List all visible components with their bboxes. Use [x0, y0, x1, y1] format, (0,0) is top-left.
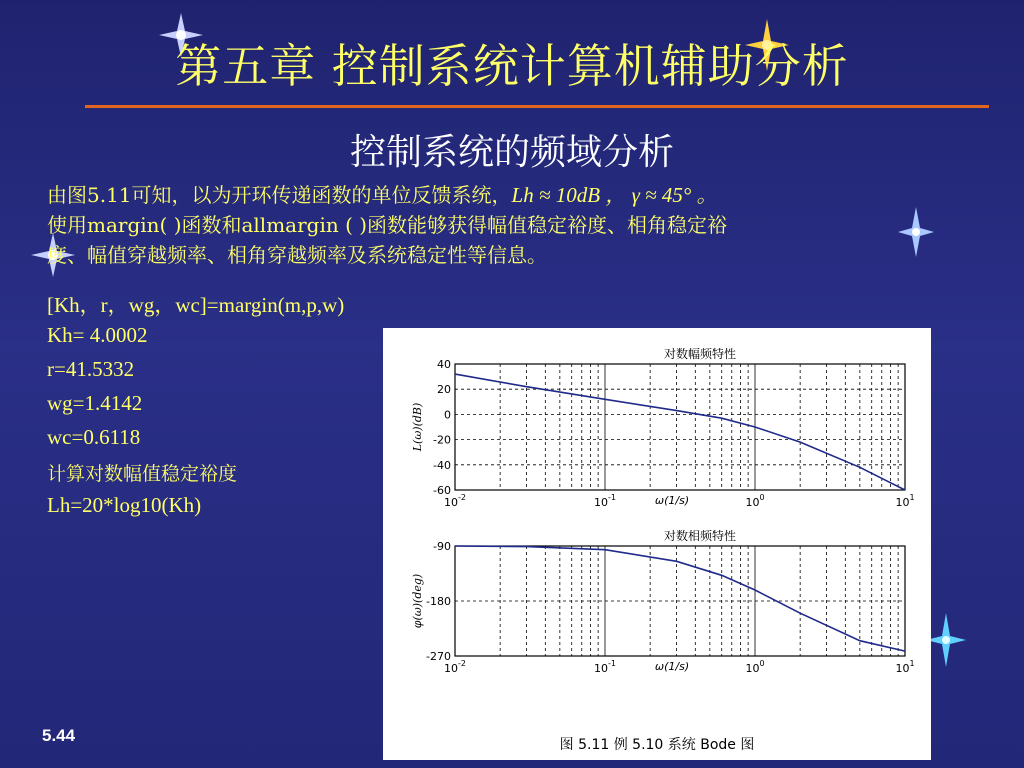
y-tick-label: -40: [433, 458, 451, 472]
result-lh: Lh=20*log10(Kh): [47, 493, 202, 517]
y-tick-label: -180: [426, 595, 451, 608]
slide-title: 第五章 控制系统计算机辅助分析: [175, 39, 849, 93]
response-curve: [455, 374, 905, 490]
body-paragraph: [47, 180, 967, 270]
x-tick-label: $10^{-2}$: [444, 659, 466, 675]
bode-figure: [383, 328, 931, 760]
result-wg: wg=1.4142: [47, 391, 143, 415]
y-tick-label: -90: [433, 540, 451, 553]
y-tick-label: 40: [437, 358, 451, 371]
y-tick-label: -60: [433, 484, 451, 497]
margin-formula: Lh ≈ 10dB ， γ ≈ 45° 。: [511, 183, 718, 207]
y-tick-label: -20: [433, 433, 451, 447]
result-kh: Kh= 4.0002: [47, 323, 148, 347]
paragraph-line-1: [47, 180, 967, 210]
x-tick-label: $10^{-1}$: [594, 493, 616, 509]
paragraph-text: 由图5.11可知，以为开环传递函数的单位反馈系统，: [47, 183, 512, 207]
matlab-command: [Kh，r，wg，wc]=margin(m,p,w): [47, 293, 345, 317]
x-tick-label: $10^1$: [895, 659, 915, 675]
y-axis-label: φ(ω)(deg): [411, 573, 424, 629]
slide-subtitle: 控制系统的频域分析: [349, 132, 674, 173]
plot-frame: [455, 364, 905, 490]
y-axis-label: L(ω)(dB): [411, 402, 424, 452]
y-tick-label: 0: [444, 408, 451, 422]
x-tick-label: $10^{-2}$: [444, 493, 466, 509]
page-number: 5.44: [42, 726, 76, 745]
bode-plot-svg: [383, 328, 931, 760]
paragraph-line-3: 度、幅值穿越频率、相角穿越频率及系统稳定性等信息。: [47, 243, 547, 267]
paragraph-line-2: 使用margin( )函数和allmargin ( )函数能够获得幅值稳定裕度、相角稳定裕: [47, 213, 728, 237]
y-tick-label: -270: [426, 650, 451, 663]
result-comment: 计算对数幅值稳定裕度: [47, 463, 238, 485]
y-tick-label: 20: [437, 383, 451, 397]
plot-title: 对数相频特性: [663, 529, 737, 543]
x-axis-label: ω(1/s): [654, 494, 690, 507]
result-r: r=41.5332: [47, 357, 135, 381]
figure-caption: 图 5.11 例 5.10 系统 Bode 图: [559, 737, 755, 753]
plot-title: 对数幅频特性: [663, 347, 737, 361]
title-divider: [85, 105, 989, 108]
x-tick-label: $10^0$: [745, 493, 765, 509]
x-axis-label: ω(1/s): [654, 660, 690, 673]
response-curve: [455, 546, 905, 651]
x-tick-label: $10^{-1}$: [594, 659, 616, 675]
x-tick-label: $10^1$: [895, 493, 915, 509]
x-tick-label: $10^0$: [745, 659, 765, 675]
result-wc: wc=0.6118: [47, 425, 141, 449]
